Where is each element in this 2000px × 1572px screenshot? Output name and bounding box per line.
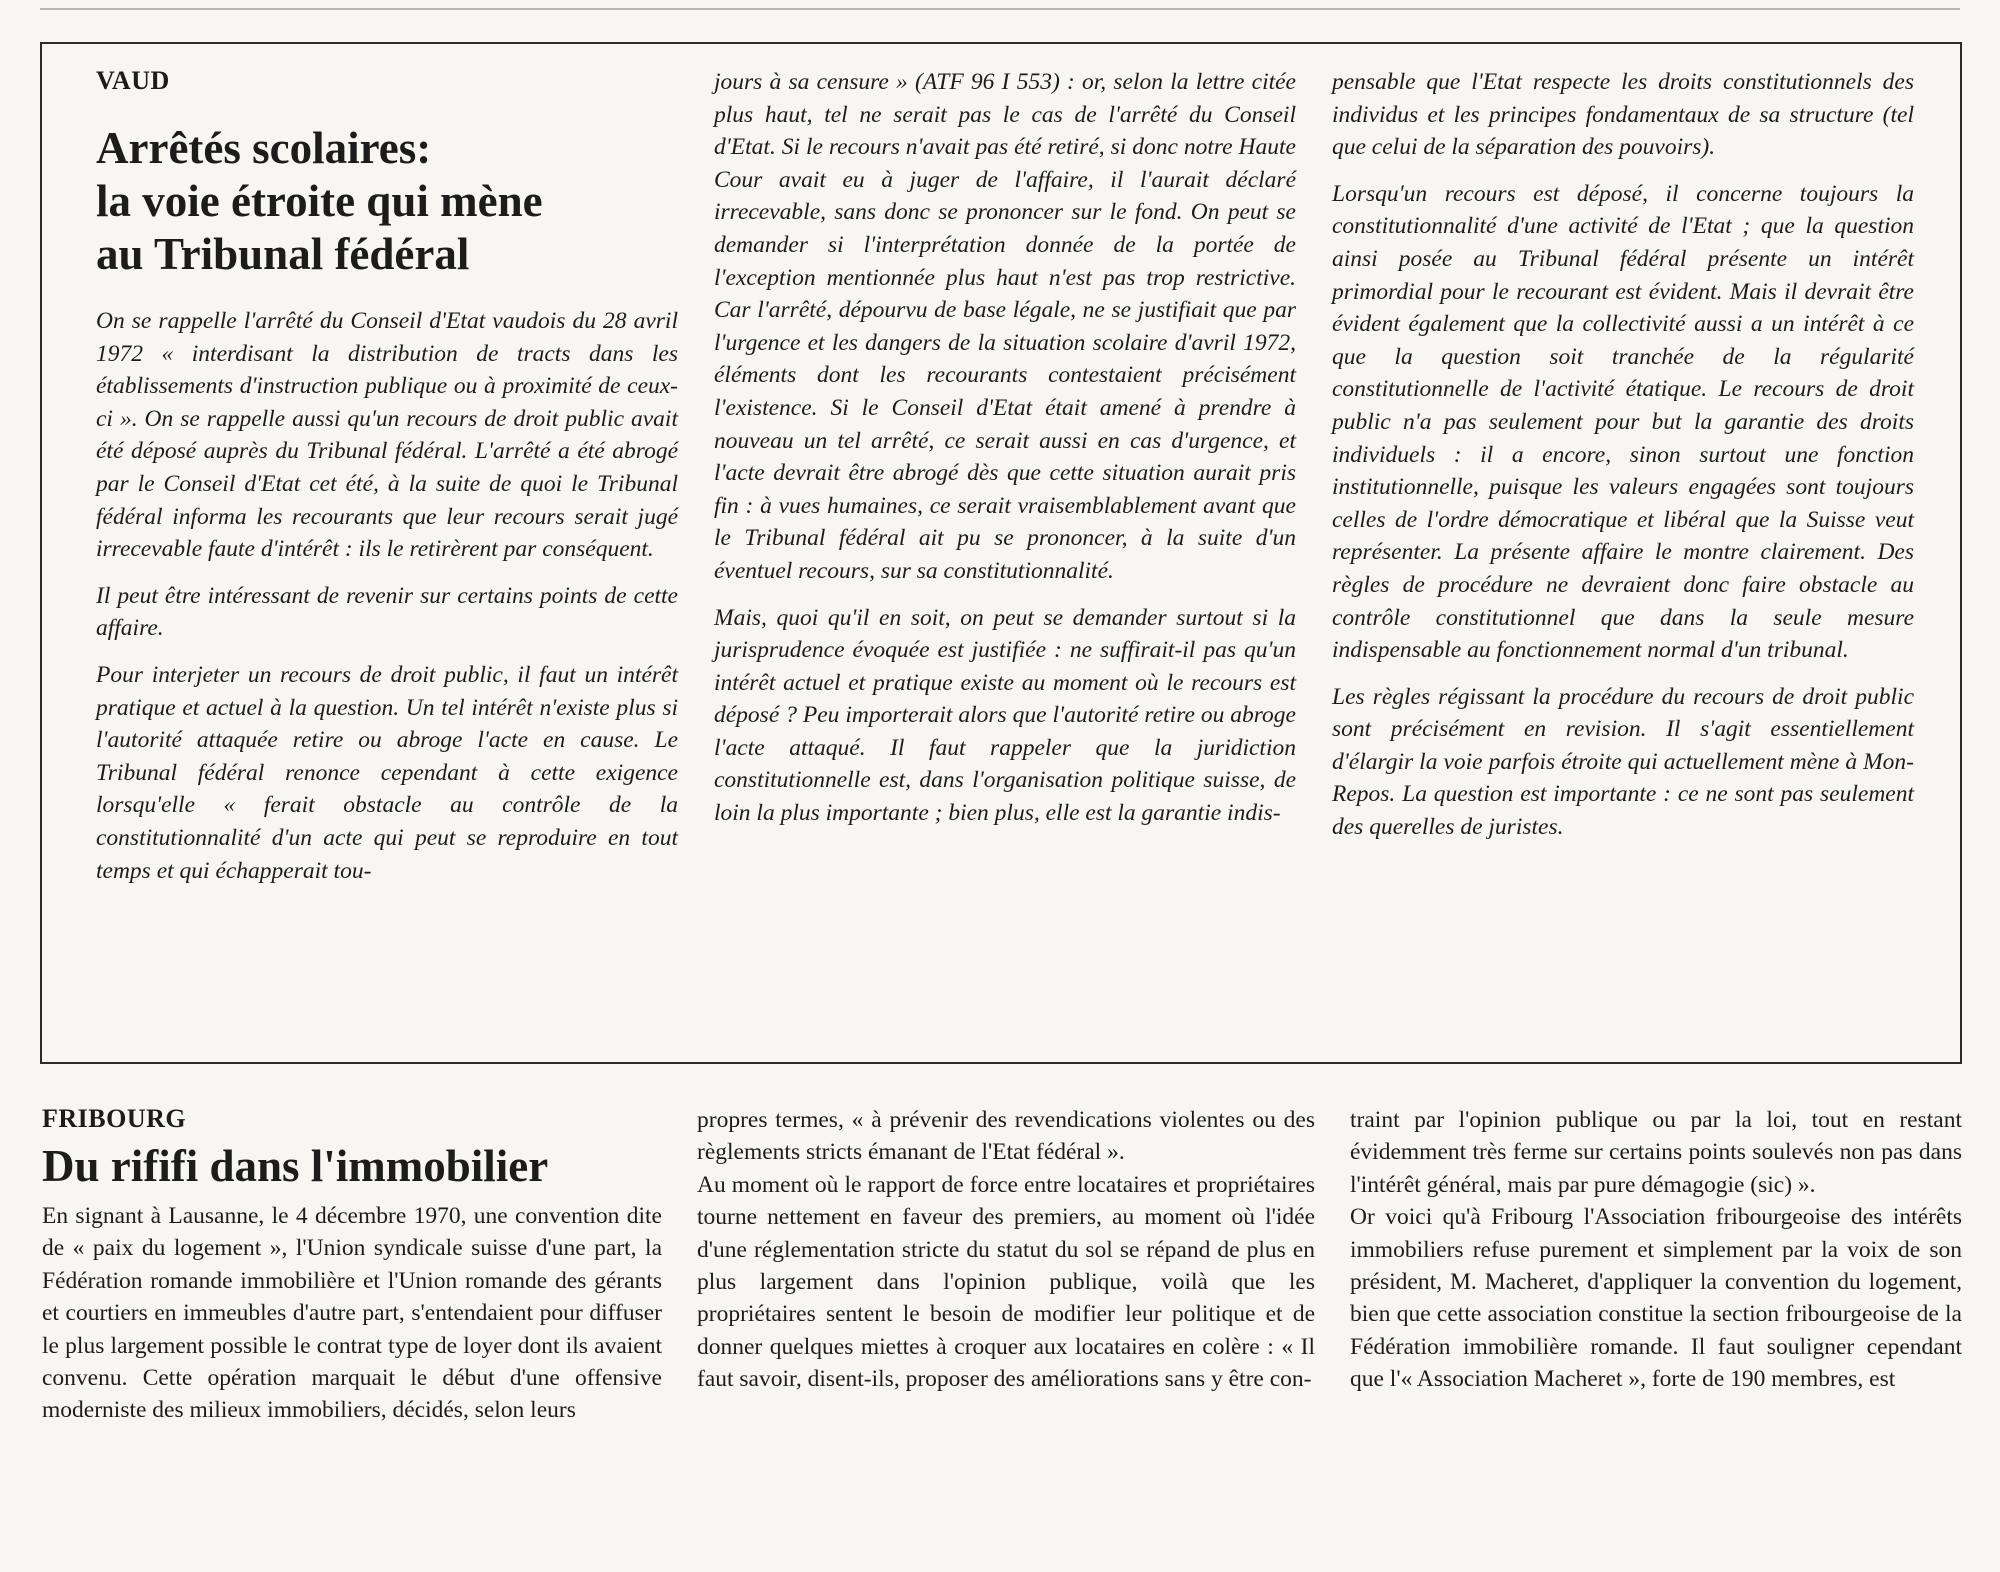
fribourg-paragraph: En signant à Lausanne, le 4 décembre 1970, une convention dite de « paix du logement », l'Union syndicale suisse d'une part, la Fédération romande immobilière et l'Union romande des gérants et courtiers en immeubles d'autre part, s'entendaient pour diffuser le plus largement possible le contrat type de loyer dont ils avaient convenu. Cette opération marquait le début d'une offensive moderniste des milieux immobiliers, décidés, selon leurs bbox=[42, 1203, 662, 1424]
fribourg-column-3 bbox=[1350, 1104, 1962, 1396]
fribourg-headline: Du rififi dans l'immobilier bbox=[42, 1141, 549, 1191]
vaud-paragraph: Lorsqu'un recours est déposé, il concerne toujours la constitutionnalité d'une activité de l'Etat ; que la question ainsi posée au Tribunal fédéral présente un intérêt primordial pour le recourant est évident. Mais il devrait être évident également que la collectivité aussi a un intérêt à ce que la question soit tranchée de la régularité constitutionnelle de l'activité étatique. Le recours de droit public n'a pas seulement pour but la garantie des droits individuels : il a encore, sinon surtout une fonction institutionnelle, puisque les valeurs engagées sont toujours celles de l'ordre démocratique et libéral que la Suisse veut représenter. La présente affaire le montre clairement. Des règles de procédure ne devraient donc faire obstacle au contrôle constitutionnel que dans la seule mesure indispensable au fonctionnement normal d'un tribunal. bbox=[1332, 180, 1914, 664]
vaud-headline bbox=[96, 122, 678, 281]
vaud-paragraph: pensable que l'Etat respecte les droits constitutionnels des individus et les principes fondamentaux de sa structure (tel que celui de la séparation des pouvoirs). bbox=[1332, 69, 1914, 161]
vaud-kicker: VAUD bbox=[96, 66, 170, 95]
vaud-paragraph: Les règles régissant la procédure du recours de droit public sont précisément en revision. Il s'agit essentiellement d'élargir la voie parfois étroite qui actuellement mène à Mon-Repos. La question est importante : ce ne sont pas seulement des querelles de juristes. bbox=[1332, 683, 1914, 841]
top-rule bbox=[40, 8, 1960, 10]
fribourg-column-1 bbox=[42, 1104, 662, 1427]
vaud-headline-line-3: au Tribunal fédéral bbox=[96, 229, 470, 279]
fribourg-kicker: FRIBOURG bbox=[42, 1104, 187, 1133]
vaud-paragraph: Mais, quoi qu'il en soit, on peut se demander surtout si la jurisprudence évoquée est justifiée : ne suffirait-il pas qu'un intérêt actuel et pratique existe au moment où le recours est déposé ? Peu importerait alors que l'autorité retire ou abroge l'acte attaqué. Il faut rappeler que la juridiction constitutionnelle est, dans l'organisation politique suisse, de loin la plus importante ; bien plus, elle est la garantie indis- bbox=[714, 604, 1296, 827]
vaud-headline-line-1: Arrêtés scolaires: bbox=[96, 123, 432, 173]
vaud-column-3 bbox=[1332, 66, 1914, 844]
fribourg-column-2 bbox=[697, 1104, 1315, 1396]
vaud-column-1 bbox=[96, 66, 678, 887]
fribourg-paragraph: traint par l'opinion publique ou par la loi, tout en restant évidemment très ferme sur certains points soulevés non pas dans l'intérêt général, mais par pure démagogie (sic) ». bbox=[1350, 1107, 1962, 1198]
vaud-article-box bbox=[40, 42, 1962, 1064]
fribourg-paragraph: Au moment où le rapport de force entre locataires et propriétaires tourne nettement en faveur des premiers, au moment où l'idée d'une réglementation stricte du statut du sol se répand de plus en plus largement dans l'opinion publique, voilà que les propriétaires sentent le besoin de modifier leur politique et de donner quelques miettes à croquer aux locataires en colère : « Il faut savoir, disent-ils, proposer des améliorations sans y être con- bbox=[697, 1171, 1315, 1393]
vaud-paragraph: Pour interjeter un recours de droit public, il faut un intérêt pratique et actuel à la question. Un tel intérêt n'existe plus si l'autorité attaquée retire ou abroge l'acte en cause. Le Tribunal fédéral renonce cependant à cette exigence lorsqu'elle « ferait obstacle au contrôle de la constitutionnalité d'un acte qui peut se reproduire en tout temps et qui échapperait tou- bbox=[96, 661, 678, 884]
vaud-paragraph: On se rappelle l'arrêté du Conseil d'Etat vaudois du 28 avril 1972 « interdisant la distribution de tracts dans les établissements d'instruction publique ou à proximité de ceux-ci ». On se rappelle aussi qu'un recours de droit public avait été déposé auprès du Tribunal fédéral. L'arrêté a été abrogé par le Conseil d'Etat cet été, à la suite de quoi le Tribunal fédéral informa les recourants que leur recours serait jugé irrecevable faute d'intérêt : ils le retirèrent par conséquent. bbox=[96, 308, 678, 563]
vaud-headline-line-2: la voie étroite qui mène bbox=[96, 176, 543, 226]
fribourg-paragraph: Or voici qu'à Fribourg l'Association fribourgeoise des intérêts immobiliers refuse purement et simplement par la voix de son président, M. Macheret, d'appliquer la convention du logement, bien que cette association constitue la section fribourgeoise de la Fédération immobilière romande. Il faut souligner cependant que l'« Association Macheret », forte de 190 membres, est bbox=[1350, 1204, 1962, 1393]
fribourg-paragraph: propres termes, « à prévenir des revendications violentes ou des règlements stricts émanant de l'Etat fédéral ». bbox=[697, 1107, 1315, 1166]
vaud-paragraph: jours à sa censure » (ATF 96 I 553) : or, selon la lettre citée plus haut, tel ne serait pas le cas de l'arrêté du Conseil d'Etat. Si le recours n'avait pas été retiré, si donc notre Haute Cour avait eu à juger de l'affaire, il l'aurait déclaré irrecevable, sans donc se prononcer sur le fond. On peut se demander si l'interprétation donnée de la portée de l'exception mentionnée plus haut n'est pas trop restrictive. Car l'arrêté, dépourvu de base légale, ne se justifiait que par l'urgence et les dangers de la situation scolaire d'avril 1972, éléments dont les recourants contestaient précisément l'existence. Si le Conseil d'Etat était amené à prendre à nouveau un tel arrêté, ce serait aussi en cas d'urgence, et l'acte devrait être abrogé dès que cette situation aurait pris fin : à vues humaines, ce serait vraisemblablement avant que le Tribunal fédéral ait pu se prononcer, à la suite d'un éventuel recours, sur sa constitutionnalité. bbox=[714, 69, 1296, 584]
vaud-paragraph: Il peut être intéressant de revenir sur certains points de cette affaire. bbox=[96, 582, 678, 642]
vaud-column-2 bbox=[714, 66, 1296, 830]
